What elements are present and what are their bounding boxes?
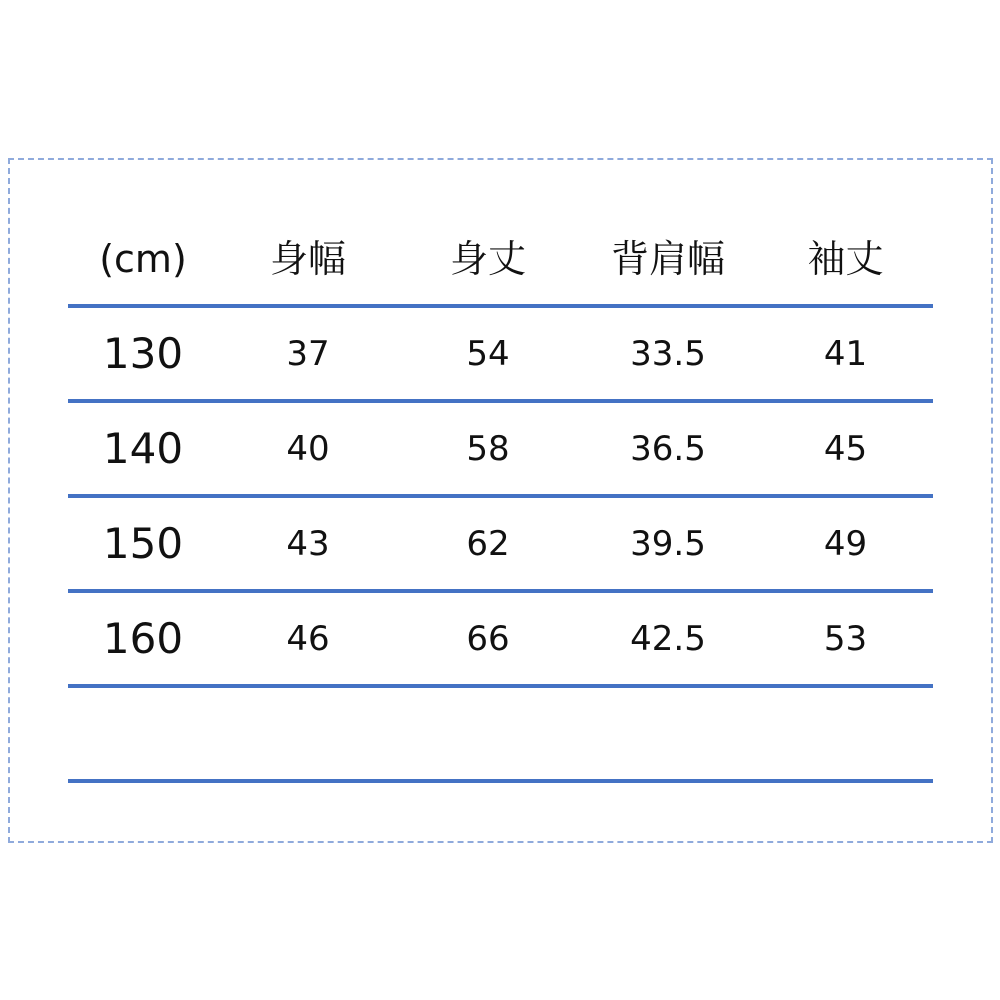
body-width-value: 46	[286, 618, 330, 659]
size-table	[68, 160, 933, 783]
size-label: 160	[102, 613, 184, 663]
size-label: 150	[102, 518, 184, 568]
table-empty-row	[68, 688, 933, 783]
shoulder-width-value: 33.5	[630, 333, 706, 374]
sleeve-length-value: 41	[823, 333, 868, 374]
sleeve-length-value: 49	[823, 523, 868, 564]
table-header-row	[68, 160, 933, 308]
table-row-140	[68, 403, 933, 498]
size-label: 140	[102, 423, 184, 473]
sleeve-length-value: 53	[823, 618, 868, 659]
body-width-value: 40	[286, 428, 330, 469]
size-label: 130	[102, 328, 184, 378]
column-header-sleeve-length: 袖丈	[807, 237, 884, 281]
column-header-unit: (cm)	[99, 237, 187, 281]
body-length-value: 66	[466, 618, 510, 659]
selection-border-box	[8, 158, 993, 843]
body-width-value: 43	[286, 523, 330, 564]
body-length-value: 62	[466, 523, 510, 564]
body-width-value: 37	[286, 333, 330, 374]
body-length-value: 54	[466, 333, 510, 374]
shoulder-width-value: 42.5	[630, 618, 706, 659]
shoulder-width-value: 36.5	[630, 428, 706, 469]
column-header-shoulder-width: 背肩幅	[610, 237, 725, 281]
table-row-130	[68, 308, 933, 403]
table-row-150	[68, 498, 933, 593]
body-length-value: 58	[466, 428, 510, 469]
shoulder-width-value: 39.5	[630, 523, 706, 564]
column-header-body-width: 身幅	[269, 237, 346, 281]
sleeve-length-value: 45	[823, 428, 868, 469]
column-header-body-length: 身丈	[449, 237, 526, 281]
table-row-160	[68, 593, 933, 688]
